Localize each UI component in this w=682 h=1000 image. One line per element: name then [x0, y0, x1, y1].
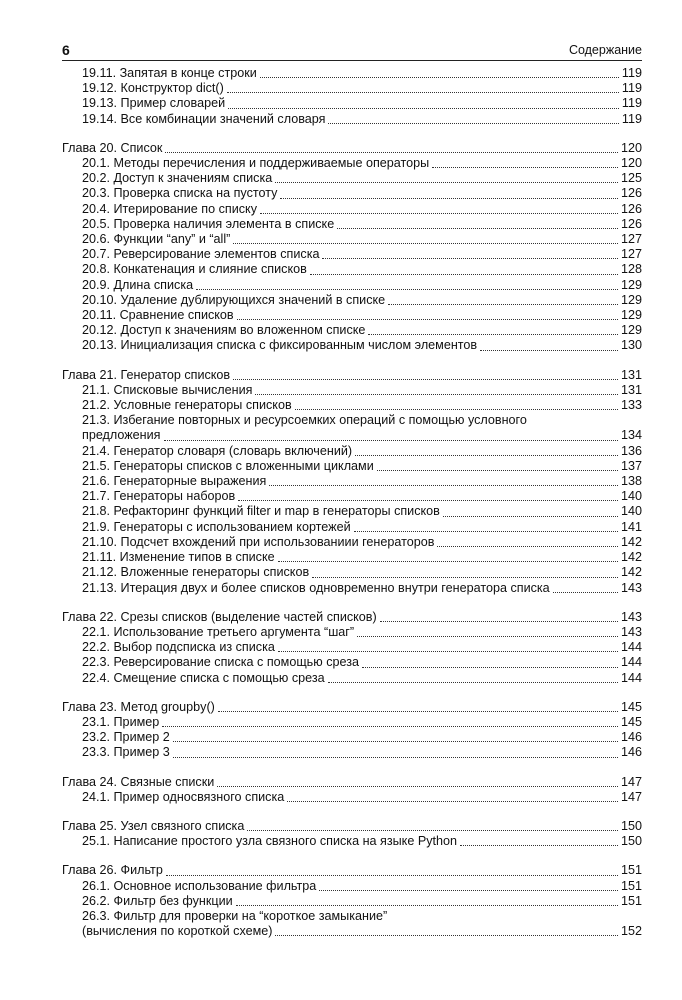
toc-page-number: 119 — [621, 81, 642, 96]
toc-entry[interactable] — [62, 413, 642, 428]
toc-page-number: 151 — [620, 878, 642, 893]
dot-leader — [247, 830, 618, 831]
dot-leader — [354, 531, 618, 532]
toc-entry[interactable] — [62, 671, 642, 686]
toc-entry[interactable] — [62, 171, 642, 186]
toc-entry[interactable] — [62, 202, 642, 217]
toc-chapter-entry[interactable] — [62, 819, 642, 834]
toc-entry[interactable] — [62, 535, 642, 550]
toc-page-number: 152 — [620, 924, 642, 939]
toc-entry-title: 20.5. Проверка наличия элемента в списке — [82, 216, 335, 231]
chapter-spacer — [62, 127, 642, 141]
dot-leader — [480, 350, 618, 351]
dot-leader — [368, 334, 618, 335]
toc-entry[interactable] — [62, 232, 642, 247]
toc-page-number: 151 — [620, 893, 642, 908]
toc-entry[interactable] — [62, 894, 642, 909]
toc-entry-title: 20.11. Сравнение списков — [82, 308, 234, 323]
toc-entry-title: Глава 23. Метод groupby() — [62, 699, 215, 714]
toc-entry-title: 23.2. Пример 2 — [82, 730, 170, 745]
toc-entry-title: Глава 26. Фильтр — [62, 863, 163, 878]
toc-entry-title: 20.12. Доступ к значениям во вложенном списке — [82, 323, 366, 338]
toc-page-number: 146 — [620, 745, 642, 760]
toc-page-number: 131 — [620, 367, 642, 382]
toc-entry[interactable] — [62, 745, 642, 760]
toc-entry-title: 21.10. Подсчет вхождений при использованиии генераторов — [82, 534, 435, 549]
toc-page-number: 142 — [620, 565, 642, 580]
toc-entry[interactable] — [62, 834, 642, 849]
page-header — [62, 42, 642, 59]
toc-entry[interactable] — [62, 550, 642, 565]
dot-leader — [388, 304, 618, 305]
toc-entry[interactable] — [62, 308, 642, 323]
toc-page-number: 150 — [620, 818, 642, 833]
toc-chapter-entry[interactable] — [62, 863, 642, 878]
toc-page-number: 137 — [620, 458, 642, 473]
toc-entry-title: 26.1. Основное использование фильтра — [82, 878, 317, 893]
dot-leader — [278, 561, 618, 562]
toc-page-number: 129 — [620, 292, 642, 307]
dot-leader — [237, 319, 618, 320]
dot-leader — [275, 182, 618, 183]
dot-leader — [275, 935, 618, 936]
toc-entry[interactable] — [62, 489, 642, 504]
dot-leader — [165, 152, 618, 153]
dot-leader — [432, 167, 618, 168]
chapter-spacer — [62, 354, 642, 368]
toc-entry-title: 25.1. Написание простого узла связного списка на языке Python — [82, 834, 458, 849]
toc-page-number: 131 — [620, 382, 642, 397]
toc-page-number: 119 — [621, 96, 642, 111]
dot-leader — [196, 289, 618, 290]
dot-leader — [322, 258, 618, 259]
toc-entry[interactable] — [62, 520, 642, 535]
toc-entry-title: 23.3. Пример 3 — [82, 745, 170, 760]
dot-leader — [228, 108, 619, 109]
running-title: Содержание — [568, 43, 642, 57]
toc-entry-title: 22.4. Смещение списка с помощью среза — [82, 670, 325, 685]
dot-leader — [278, 651, 618, 652]
dot-leader — [355, 455, 618, 456]
dot-leader — [280, 198, 618, 199]
toc-entry-title: 21.8. Рефакторинг функций filter и map в генераторы списков — [82, 504, 440, 519]
toc-page-number: 142 — [620, 550, 642, 565]
toc-page-number: 119 — [621, 66, 642, 80]
toc-entry-title: 26.3. Фильтр для проверки на “короткое замыкание” — [82, 908, 388, 923]
dot-leader — [319, 890, 618, 891]
toc-page-number: 129 — [620, 323, 642, 338]
toc-entry-title: 20.6. Функции “any” и “all” — [82, 232, 231, 247]
dot-leader — [255, 394, 618, 395]
toc-entry-title: 19.14. Все комбинации значений словаря — [82, 111, 326, 126]
toc-entry[interactable] — [62, 879, 642, 894]
toc-entry-title: 24.1. Пример односвязного списка — [82, 789, 285, 804]
toc-entry-title: Глава 25. Узел связного списка — [62, 818, 245, 833]
toc-chapter-entry[interactable] — [62, 775, 642, 790]
chapter-spacer — [62, 761, 642, 775]
toc-entry[interactable] — [62, 278, 642, 293]
toc-entry-title: Глава 21. Генератор списков — [62, 367, 231, 382]
toc-entry-title: 22.3. Реверсирование списка с помощью среза — [82, 655, 359, 670]
toc-entry[interactable] — [62, 504, 642, 519]
toc-page-number: 151 — [620, 863, 642, 878]
toc-page-number: 147 — [620, 789, 642, 804]
dot-leader — [357, 636, 618, 637]
toc-entry[interactable] — [62, 565, 642, 580]
toc-chapter-entry[interactable] — [62, 700, 642, 715]
toc-entry[interactable] — [62, 247, 642, 262]
toc-page-number: 133 — [620, 398, 642, 413]
toc-entry-title: 21.5. Генераторы списков с вложенными циклами — [82, 458, 374, 473]
toc-page-number: 136 — [620, 443, 642, 458]
chapter-spacer — [62, 805, 642, 819]
toc-page-number: 140 — [620, 504, 642, 519]
toc-page-number: 143 — [620, 624, 642, 639]
dot-leader — [260, 77, 619, 78]
toc-entry-title: 21.7. Генераторы наборов — [82, 489, 236, 504]
toc-page-number: 119 — [621, 111, 642, 126]
toc-entry-title: 21.11. Изменение типов в списке — [82, 550, 275, 565]
toc-entry[interactable] — [62, 383, 642, 398]
chapter-spacer — [62, 596, 642, 610]
toc-chapter-entry[interactable] — [62, 610, 642, 625]
toc-entry[interactable] — [62, 459, 642, 474]
table-of-contents — [62, 66, 642, 939]
toc-entry-title: Глава 20. Список — [62, 140, 163, 155]
toc-page-number: 147 — [620, 774, 642, 789]
toc-entry[interactable] — [62, 715, 642, 730]
dot-leader — [162, 726, 618, 727]
toc-entry[interactable] — [62, 909, 642, 924]
chapter-spacer — [62, 686, 642, 700]
dot-leader — [227, 92, 619, 93]
dot-leader — [238, 500, 618, 501]
toc-page-number: 138 — [620, 474, 642, 489]
toc-entry-title: 26.2. Фильтр без функции — [82, 893, 233, 908]
toc-entry-title: 21.2. Условные генераторы списков — [82, 398, 292, 413]
toc-entry[interactable] — [62, 186, 642, 201]
dot-leader — [295, 409, 618, 410]
toc-entry-title: 21.9. Генераторы с использованием кортежей — [82, 519, 351, 534]
toc-page-number: 143 — [620, 580, 642, 595]
toc-entry-title: 21.12. Вложенные генераторы списков — [82, 565, 310, 580]
dot-leader — [236, 905, 618, 906]
dot-leader — [443, 516, 618, 517]
toc-page-number: 126 — [620, 216, 642, 231]
toc-page-number: 125 — [620, 171, 642, 186]
toc-page-number: 126 — [620, 186, 642, 201]
toc-entry-title: Глава 22. Срезы списков (выделение частей списков) — [62, 609, 377, 624]
toc-page-number: 142 — [620, 534, 642, 549]
dot-leader — [380, 621, 618, 622]
toc-entry-title: 21.4. Генератор словаря (словарь включений) — [82, 443, 353, 458]
toc-page-number: 150 — [620, 834, 642, 849]
toc-entry[interactable] — [62, 444, 642, 459]
toc-entry-title: 21.3. Избегание повторных и ресурсоемких операций с помощью условного — [82, 413, 527, 428]
toc-entry-title: 20.13. Инициализация списка с фиксированным числом элементов — [82, 338, 478, 353]
toc-page-number: 130 — [620, 338, 642, 353]
toc-chapter-entry[interactable] — [62, 141, 642, 156]
toc-entry-title: 19.13. Пример словарей — [82, 96, 226, 111]
dot-leader — [437, 546, 618, 547]
toc-entry-continuation[interactable] — [62, 924, 642, 939]
toc-entry[interactable] — [62, 262, 642, 277]
toc-page-number: 127 — [620, 247, 642, 262]
toc-entry-title: 20.2. Доступ к значениям списка — [82, 171, 273, 186]
toc-entry-title: 20.9. Длина списка — [82, 277, 194, 292]
toc-page-number: 129 — [620, 277, 642, 292]
toc-page-number: 146 — [620, 730, 642, 745]
toc-entry-title: 19.12. Конструктор dict() — [82, 81, 224, 96]
toc-page-number: 145 — [620, 714, 642, 729]
dot-leader — [164, 440, 618, 441]
dot-leader — [460, 845, 618, 846]
toc-page-number: 145 — [620, 699, 642, 714]
dot-leader — [166, 875, 618, 876]
dot-leader — [310, 274, 618, 275]
toc-entry-title: Глава 24. Связные списки — [62, 774, 215, 789]
toc-entry[interactable] — [62, 730, 642, 745]
toc-entry[interactable] — [62, 398, 642, 413]
toc-entry-title: 19.11. Запятая в конце строки — [82, 66, 257, 80]
toc-entry-title: 20.10. Удаление дублирующихся значений в списке — [82, 292, 386, 307]
toc-entry-title: 22.2. Выбор подсписка из списка — [82, 640, 275, 655]
toc-page-number: 141 — [620, 519, 642, 534]
dot-leader — [173, 757, 618, 758]
toc-entry[interactable] — [62, 112, 642, 127]
toc-entry[interactable] — [62, 156, 642, 171]
toc-entry-title: 20.7. Реверсирование элементов списка — [82, 247, 320, 262]
toc-entry[interactable] — [62, 655, 642, 670]
toc-page-number: 120 — [620, 140, 642, 155]
toc-entry[interactable] — [62, 790, 642, 805]
header-divider — [62, 60, 642, 61]
dot-leader — [362, 667, 618, 668]
dot-leader — [553, 592, 618, 593]
toc-page-number: 143 — [620, 609, 642, 624]
dot-leader — [269, 485, 618, 486]
toc-entry[interactable] — [62, 81, 642, 96]
toc-entry-title-continued: (вычисления по короткой схеме) — [82, 924, 273, 939]
toc-entry-title: 20.1. Методы перечисления и поддерживаемые операторы — [82, 156, 430, 171]
dot-leader — [173, 741, 618, 742]
toc-entry[interactable] — [62, 581, 642, 596]
toc-entry-title: 22.1. Использование третьего аргумента “шаг” — [82, 624, 355, 639]
dot-leader — [233, 379, 618, 380]
toc-page-number: 120 — [620, 156, 642, 171]
toc-page-number: 144 — [620, 640, 642, 655]
toc-page-number: 134 — [620, 428, 642, 443]
dot-leader — [328, 123, 618, 124]
page-number: 6 — [62, 42, 70, 58]
toc-entry-title-continued: предложения — [82, 428, 161, 443]
toc-entry[interactable] — [62, 96, 642, 111]
toc-entry-title: 21.13. Итерация двух и более списков одновременно внутри генератора списка — [82, 580, 550, 595]
toc-entry-title: 20.8. Конкатенация и слияние списков — [82, 262, 307, 277]
toc-chapter-entry[interactable] — [62, 368, 642, 383]
toc-entry[interactable] — [62, 293, 642, 308]
dot-leader — [312, 577, 618, 578]
toc-entry[interactable] — [62, 338, 642, 353]
toc-page-number: 144 — [620, 670, 642, 685]
dot-leader — [217, 786, 618, 787]
dot-leader — [328, 682, 618, 683]
toc-entry[interactable] — [62, 66, 642, 81]
toc-entry[interactable] — [62, 640, 642, 655]
dot-leader — [287, 801, 618, 802]
toc-entry[interactable] — [62, 323, 642, 338]
toc-entry[interactable] — [62, 217, 642, 232]
toc-entry-title: 20.4. Итерирование по списку — [82, 201, 258, 216]
toc-page-number: 144 — [620, 655, 642, 670]
toc-page-number: 128 — [620, 262, 642, 277]
dot-leader — [377, 470, 618, 471]
toc-page-number: 129 — [620, 308, 642, 323]
dot-leader — [260, 213, 618, 214]
toc-page-number: 126 — [620, 201, 642, 216]
dot-leader — [218, 711, 618, 712]
dot-leader — [337, 228, 618, 229]
chapter-spacer — [62, 849, 642, 863]
toc-entry[interactable] — [62, 625, 642, 640]
toc-entry[interactable] — [62, 474, 642, 489]
toc-entry-title: 21.6. Генераторные выражения — [82, 474, 267, 489]
toc-page-number: 127 — [620, 232, 642, 247]
toc-entry-title: 23.1. Пример — [82, 714, 160, 729]
toc-entry-title: 21.1. Списковые вычисления — [82, 382, 253, 397]
toc-entry-continuation[interactable] — [62, 428, 642, 443]
toc-page-number: 140 — [620, 489, 642, 504]
toc-entry-title: 20.3. Проверка списка на пустоту — [82, 186, 278, 201]
dot-leader — [233, 243, 618, 244]
